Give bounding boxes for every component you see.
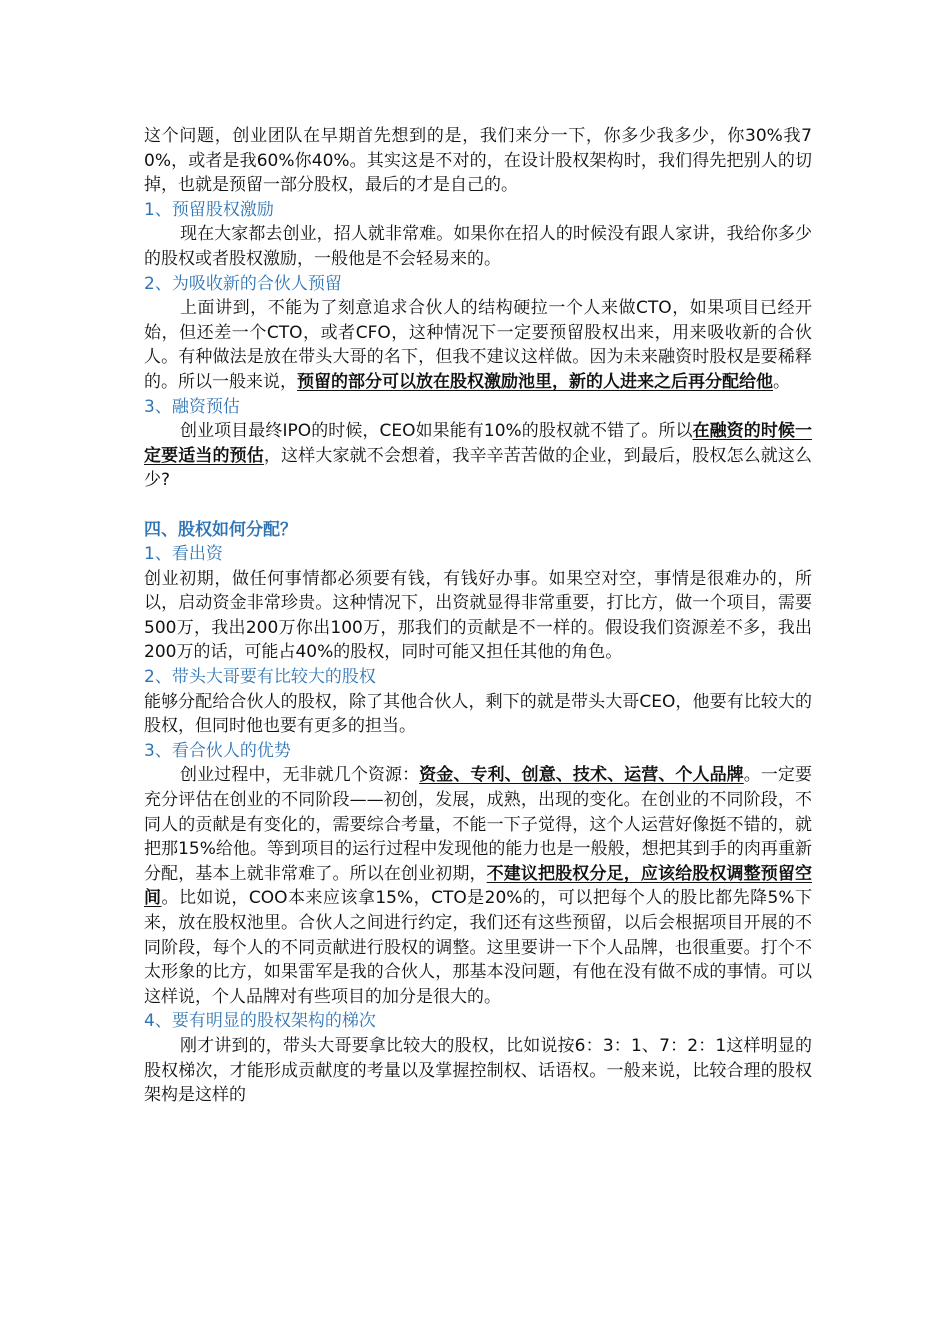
text-run: 现在大家都去创业，招人就非常难。如果你在招人的时候没有跟人家讲，我给你多少的股权或者股权激励，一般他是不会轻易来的。 xyxy=(144,224,812,269)
subheading: 3、看合伙人的优势 xyxy=(144,740,291,761)
paragraph xyxy=(144,763,812,1009)
subheading: 2、为吸收新的合伙人预留 xyxy=(144,273,342,294)
paragraph xyxy=(144,1034,812,1108)
emphasized-text: 资金、专利、创意、技术、运营、个人品牌 xyxy=(419,765,744,786)
document-page xyxy=(144,124,812,1108)
text-run: 这个问题，创业团队在早期首先想到的是，我们来分一下，你多少我多少，你30%我70%，或者是我60%你40%。其实这是不对的，在设计股权架构时，我们得先把别人的切掉，也就是预留一部分股权，最后的才是自己的。 xyxy=(144,126,812,196)
blank-line xyxy=(144,493,812,518)
text-run: ，这样大家就不会想着，我辛辛苦苦做的企业，到最后，股权怎么就这么少? xyxy=(144,445,812,491)
text-run: 创业项目最终IPO的时候，CEO如果能有10%的股权就不错了。所以 xyxy=(180,421,693,442)
text-run: 。比如说，COO本来应该拿15%，CTO是20%的，可以把每个人的股比都先降5%下来，放在股权池里。合伙人之间进行约定，我们还有这些预留，以后会根据项目开展的不同阶段，每个人的不同贡献进行股权的调整。这里要讲一下个人品牌，也很重要。打个不太形象的比方，如果雷军是我的合伙人，那基本没问题，有他在没有做不成的事情。可以这样说，个人品牌对有些项目的加分是很大的。 xyxy=(144,888,813,1007)
paragraph xyxy=(144,296,812,394)
emphasized-text: 在融资的时候一定要适当的预估 xyxy=(144,421,812,466)
text-run: 。一定要充分评估在创业的不同阶段——初创，发展，成熟，出现的变化。在创业的不同阶段，不同人的贡献是有变化的，需要综合考量，不能一下子觉得，这个人运营好像挺不错的，就把那15%给他。等到项目的运行过程中发现他的能力也是一般般，想把其到手的肉再重新分配，基本上就非常难了。所以在创业初期， xyxy=(144,765,813,884)
text-run: 。 xyxy=(773,371,790,392)
text-run: 刚才讲到的，带头大哥要拿比较大的股权，比如说按6：3：1、7：2：1这样明显的股权梯次，才能形成贡献度的考量以及掌握控制权、话语权。一般来说，比较合理的股权架构是这样的 xyxy=(144,1035,812,1106)
subheading: 2、带头大哥要有比较大的股权 xyxy=(144,667,376,688)
paragraph xyxy=(144,222,812,271)
text-run: 创业初期，做任何事情都必须要有钱，有钱好办事。如果空对空，事情是很难办的，所以，启动资金非常珍贵。这种情况下，出资就显得非常重要，打比方，做一个项目，需要500万，我出200万你出100万，那我们的贡献是不一样的。假设我们资源差不多，我出200万的话，可能占40%的股权，同时可能又担任其他的角色。 xyxy=(144,568,812,663)
emphasized-text: 预留的部分可以放在股权激励池里，新的人进来之后再分配给他 xyxy=(297,371,773,392)
text-run: 上面讲到，不能为了刻意追求合伙人的结构硬拉一个人来做CTO，如果项目已经开始，但还差一个CTO，或者CFO，这种情况下一定要预留股权出来，用来吸收新的合伙人。有种做法是放在带头大哥的名下，但我不建议这样做。因为未来融资时股权是要稀释的。所以一般来说， xyxy=(144,298,812,392)
paragraph xyxy=(144,690,812,739)
emphasized-text: 不建议把股权分足，应该给股权调整预留空间 xyxy=(144,863,813,909)
paragraph xyxy=(144,419,812,493)
paragraph xyxy=(144,567,812,665)
subheading: 3、融资预估 xyxy=(144,396,240,417)
subheading: 1、预留股权激励 xyxy=(144,199,274,220)
section-heading: 四、股权如何分配？ xyxy=(144,519,297,540)
text-run: 能够分配给合伙人的股权，除了其他合伙人，剩下的就是带头大哥CEO，他要有比较大的股权，但同时他也要有更多的担当。 xyxy=(144,691,812,737)
text-run: 创业过程中，无非就几个资源： xyxy=(180,765,420,786)
paragraph xyxy=(144,124,812,198)
subheading: 1、看出资 xyxy=(144,544,223,565)
subheading: 4、要有明显的股权架构的梯次 xyxy=(144,1011,376,1032)
